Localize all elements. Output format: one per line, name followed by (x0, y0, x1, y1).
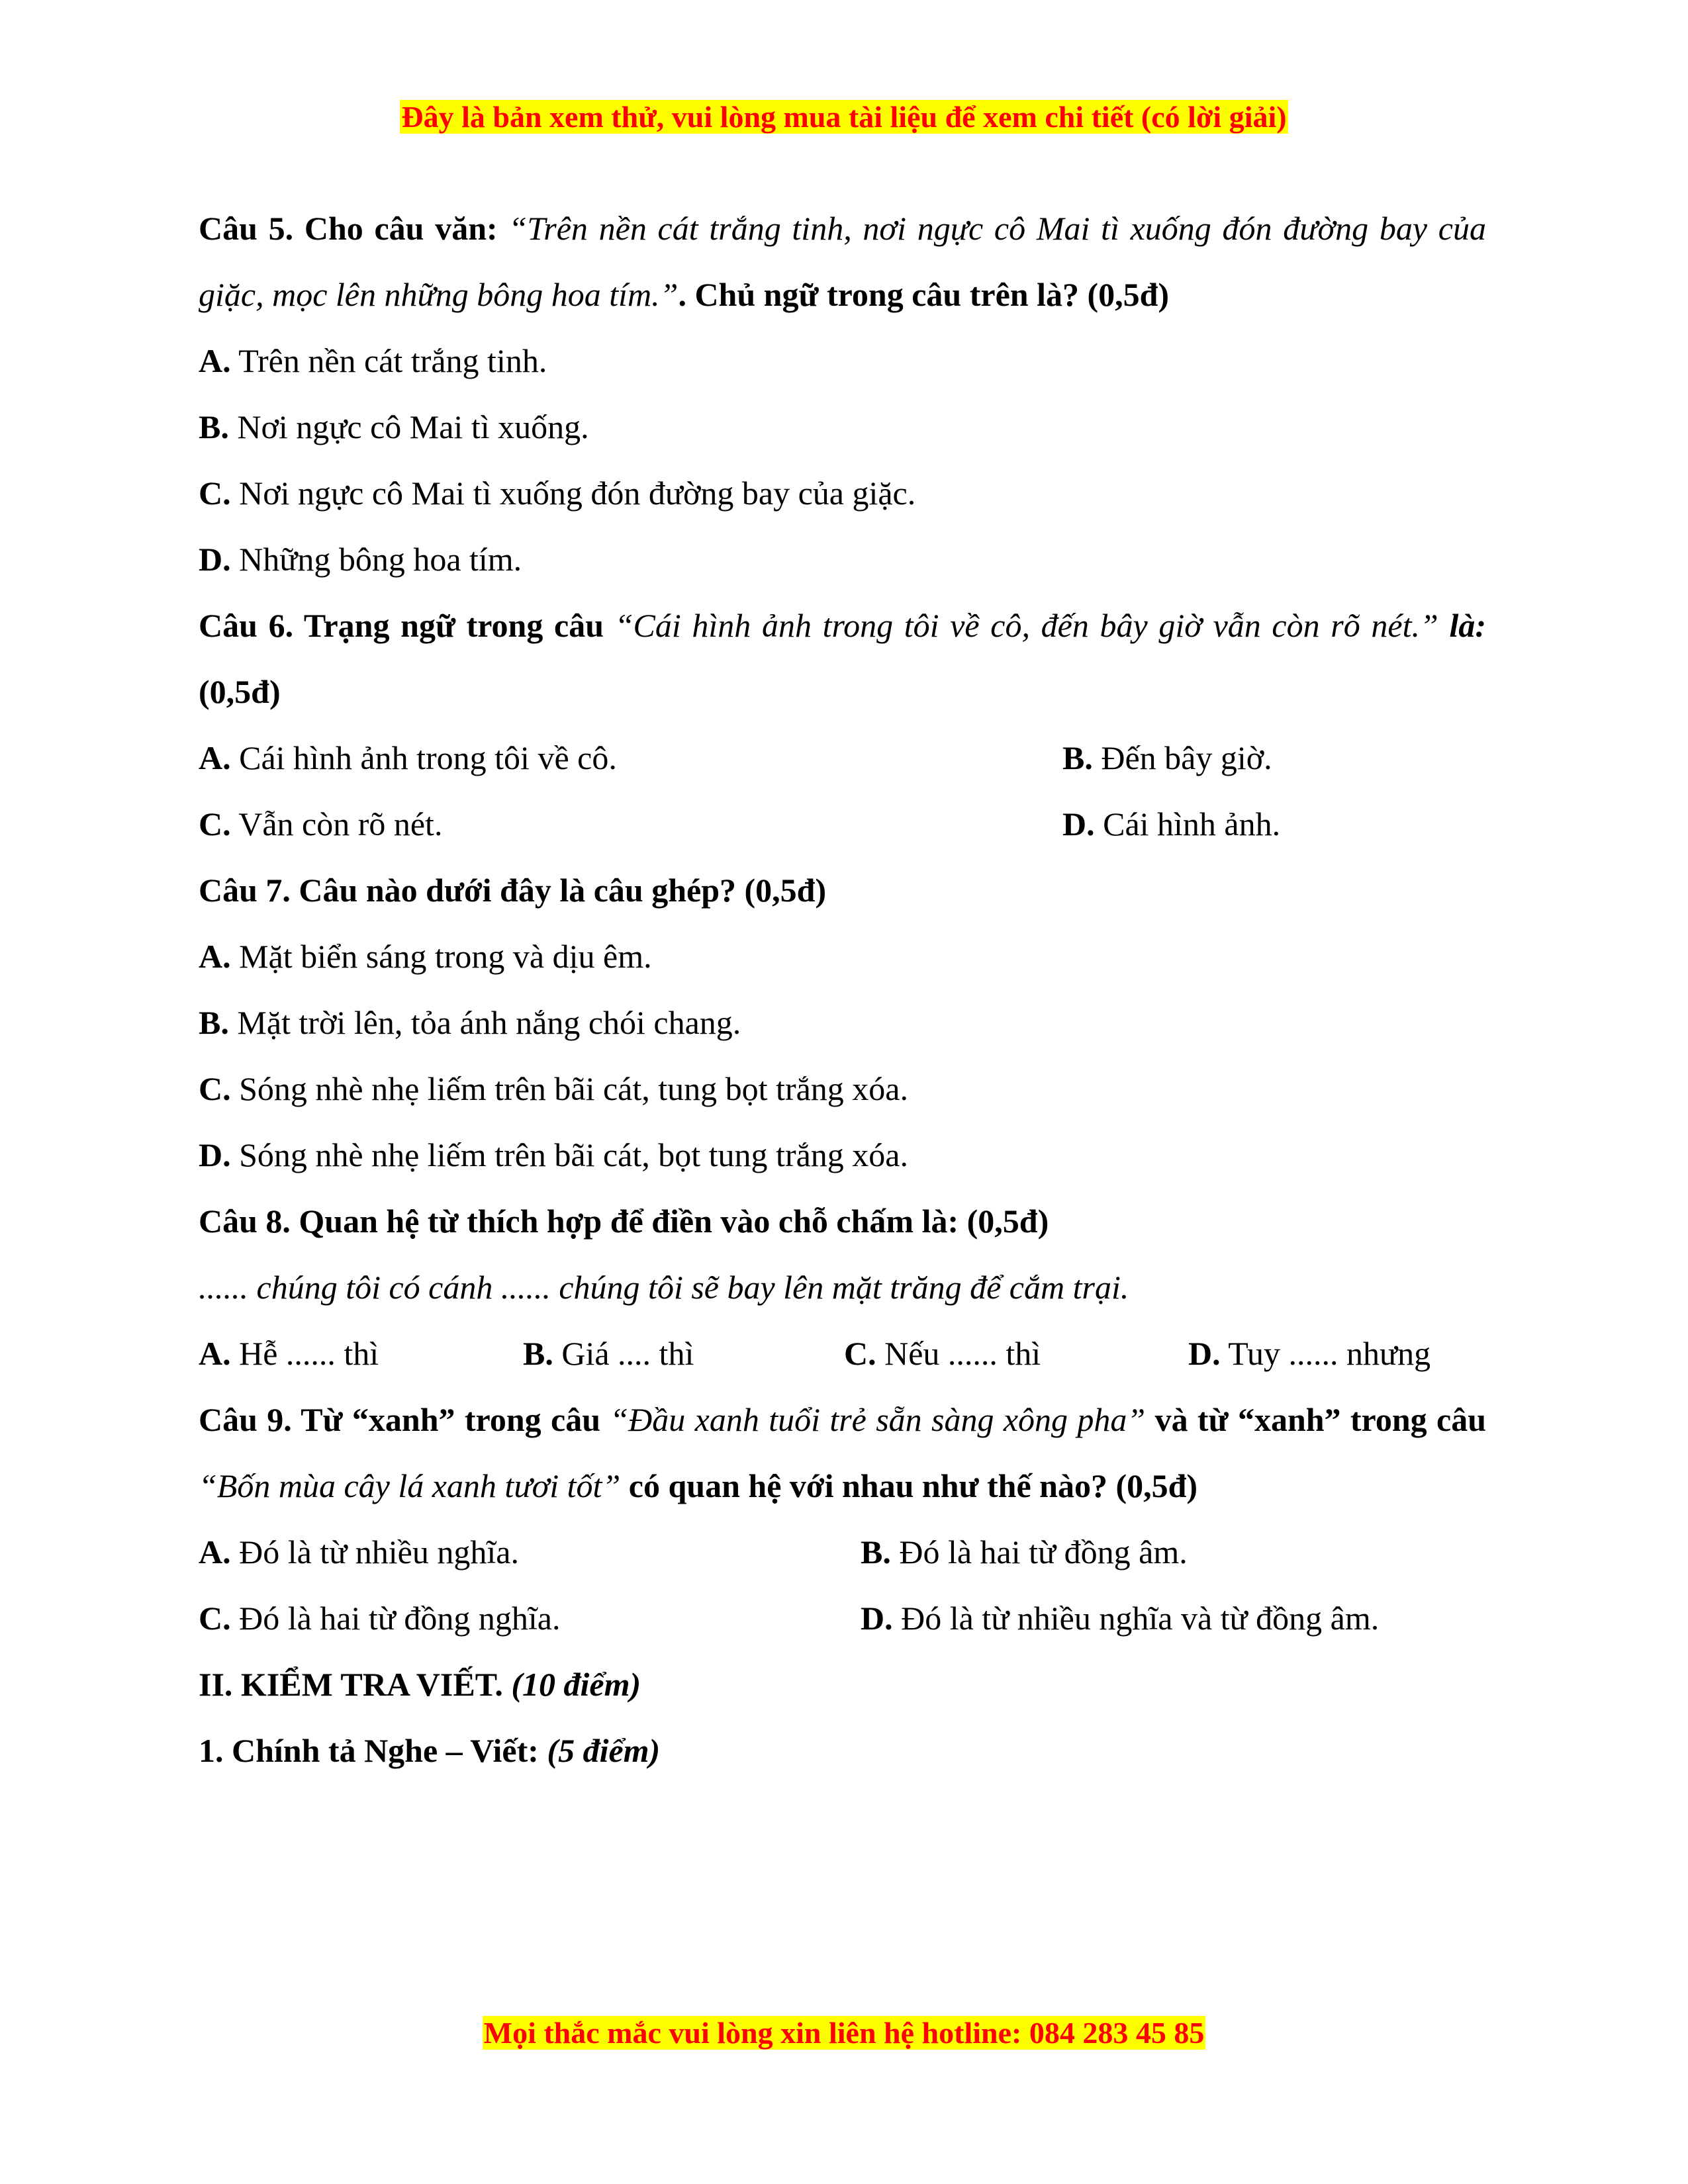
option-letter: C. (199, 1070, 231, 1107)
question-9-row-1 (199, 1519, 1486, 1585)
question-9-option-b (861, 1519, 1188, 1585)
option-text: Đó là hai từ đồng âm. (899, 1533, 1188, 1570)
question-9-option-a (199, 1519, 519, 1585)
option-letter: B. (199, 1004, 229, 1041)
option-text: Đó là từ nhiều nghĩa. (239, 1533, 519, 1570)
option-text: Đến bây giờ. (1101, 739, 1272, 776)
question-8 (199, 1188, 1486, 1387)
question-6-label: Câu 6. Trạng ngữ trong câu (199, 607, 604, 644)
question-8-sentence (199, 1254, 1486, 1320)
question-8-options-row (199, 1320, 1486, 1387)
section-2-title: II. KIỂM TRA VIẾT. (199, 1666, 503, 1703)
option-letter: A. (199, 938, 231, 975)
question-5-option-a (199, 328, 1486, 394)
question-5 (199, 195, 1486, 592)
question-5-label: Câu 5. Cho câu văn: (199, 210, 498, 247)
question-9-quote-1: “Đầu xanh tuổi trẻ sẵn sàng xông pha” (610, 1401, 1146, 1438)
question-6-stem (199, 592, 1486, 725)
part-1-heading (199, 1717, 1486, 1784)
option-text: Đó là hai từ đồng nghĩa. (239, 1600, 561, 1637)
option-letter: A. (199, 739, 231, 776)
question-6-points: (0,5đ) (199, 673, 281, 710)
question-9-label: Câu 9. Từ “xanh” trong câu (199, 1401, 601, 1438)
hotline-text: Mọi thắc mắc vui lòng xin liên hệ hotline: 084 283 45 85 (483, 2016, 1205, 2050)
question-7-option-c (199, 1056, 1486, 1122)
question-8-option-c (844, 1320, 1041, 1387)
part-1-title: 1. Chính tả Nghe – Viết: (199, 1732, 539, 1769)
option-text: Tuy ...... nhưng (1228, 1335, 1431, 1372)
option-letter: C. (844, 1335, 876, 1372)
part-1-points: (5 điểm) (547, 1732, 661, 1769)
question-7-option-d (199, 1122, 1486, 1188)
question-7-option-b (199, 989, 1486, 1056)
option-letter: C. (199, 1600, 231, 1637)
question-9-prompt: có quan hệ với nhau như thế nào? (0,5đ) (628, 1467, 1198, 1504)
option-text: Nơi ngực cô Mai tì xuống. (237, 408, 589, 445)
question-5-option-d (199, 526, 1486, 592)
option-letter: D. (1188, 1335, 1221, 1372)
option-text: Giá .... thì (561, 1335, 694, 1372)
question-5-quote: “Trên nền cát trắng tinh, nơi ngực cô Mai tì xuống đón đường bay của giặc, mọc lên những bông hoa tím.” (199, 210, 1486, 313)
question-8-option-b (523, 1320, 694, 1387)
option-letter: B. (861, 1533, 891, 1570)
hotline-banner (0, 2014, 1688, 2052)
question-6-quote: “Cái hình ảnh trong tôi về cô, đến bây giờ vẫn còn rõ nét.” (614, 607, 1438, 644)
question-5-prompt: . Chủ ngữ trong câu trên là? (0,5đ) (678, 276, 1170, 313)
question-5-option-c (199, 460, 1486, 526)
question-8-sentence-text: ...... chúng tôi có cánh ...... chúng tôi sẽ bay lên mặt trăng để cắm trại. (199, 1269, 1129, 1306)
question-6-la: là: (1449, 607, 1487, 644)
question-6-option-a (199, 725, 617, 791)
question-9-stem (199, 1387, 1486, 1519)
question-8-option-a (199, 1320, 379, 1387)
preview-notice-banner (0, 98, 1688, 136)
question-7-label: Câu 7. Câu nào dưới đây là câu ghép? (0,5đ) (199, 872, 827, 909)
option-text: Trên nền cát trắng tinh. (238, 342, 547, 379)
option-text: Cái hình ảnh. (1103, 805, 1281, 842)
option-letter: B. (199, 408, 229, 445)
question-6-option-b (1062, 725, 1272, 791)
question-6-option-c (199, 791, 442, 857)
section-2-points: (10 điểm) (511, 1666, 641, 1703)
option-letter: A. (199, 1533, 231, 1570)
option-text: Mặt trời lên, tỏa ánh nắng chói chang. (237, 1004, 741, 1041)
question-9-mid: và từ “xanh” trong câu (1154, 1401, 1487, 1438)
option-text: Những bông hoa tím. (239, 541, 522, 578)
option-letter: A. (199, 1335, 231, 1372)
question-9 (199, 1387, 1486, 1651)
question-9-row-2 (199, 1585, 1486, 1651)
question-6-option-d (1062, 791, 1280, 857)
option-letter: A. (199, 342, 231, 379)
question-9-option-d (861, 1585, 1379, 1651)
question-6-row-2 (199, 791, 1486, 857)
option-letter: B. (1062, 739, 1093, 776)
question-7 (199, 857, 1486, 1188)
question-9-option-c (199, 1585, 560, 1651)
option-letter: D. (199, 541, 231, 578)
question-8-stem (199, 1188, 1486, 1254)
question-7-stem (199, 857, 1486, 923)
question-9-quote-2: “Bốn mùa cây lá xanh tươi tốt” (199, 1467, 621, 1504)
question-5-option-b (199, 394, 1486, 460)
option-letter: B. (523, 1335, 553, 1372)
question-5-stem (199, 195, 1486, 328)
option-text: Nơi ngực cô Mai tì xuống đón đường bay của giặc. (239, 475, 916, 512)
question-6-row-1 (199, 725, 1486, 791)
option-text: Cái hình ảnh trong tôi về cô. (239, 739, 617, 776)
preview-notice-text: Đây là bản xem thử, vui lòng mua tài liệu để xem chi tiết (có lời giải) (401, 100, 1287, 134)
option-letter: C. (199, 475, 231, 512)
option-text: Mặt biển sáng trong và dịu êm. (239, 938, 652, 975)
option-text: Hễ ...... thì (239, 1335, 379, 1372)
question-8-option-d (1188, 1320, 1430, 1387)
option-text: Nếu ...... thì (884, 1335, 1041, 1372)
section-2-heading (199, 1651, 1486, 1717)
option-letter: C. (199, 805, 231, 842)
question-7-option-a (199, 923, 1486, 989)
option-text: Đó là từ nhiều nghĩa và từ đồng âm. (901, 1600, 1380, 1637)
option-letter: D. (199, 1136, 231, 1173)
question-6 (199, 592, 1486, 857)
option-letter: D. (861, 1600, 893, 1637)
option-text: Sóng nhè nhẹ liếm trên bãi cát, tung bọt trắng xóa. (239, 1070, 908, 1107)
option-text: Vẫn còn rõ nét. (238, 805, 443, 842)
question-8-label: Câu 8. Quan hệ từ thích hợp để điền vào chỗ chấm là: (0,5đ) (199, 1203, 1049, 1240)
option-letter: D. (1062, 805, 1095, 842)
document-body (199, 195, 1486, 1784)
option-text: Sóng nhè nhẹ liếm trên bãi cát, bọt tung trắng xóa. (239, 1136, 908, 1173)
